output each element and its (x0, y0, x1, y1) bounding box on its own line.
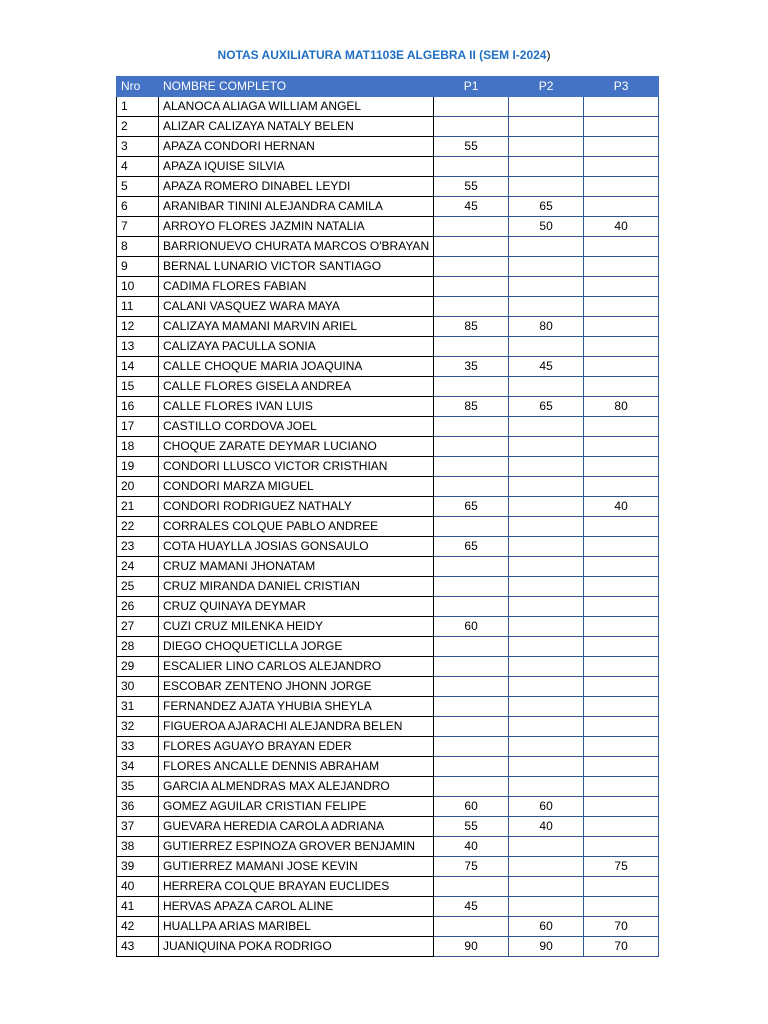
cell-p3 (584, 257, 659, 277)
grades-table (116, 76, 659, 957)
table-row (117, 217, 659, 237)
cell-p1: 65 (434, 537, 509, 557)
cell-p3 (584, 777, 659, 797)
cell-p3 (584, 897, 659, 917)
cell-nro: 43 (117, 937, 159, 957)
cell-p1 (434, 277, 509, 297)
cell-p1 (434, 157, 509, 177)
cell-nombre: BERNAL LUNARIO VICTOR SANTIAGO (159, 257, 434, 277)
header-p1: P1 (434, 77, 509, 97)
table-row (117, 717, 659, 737)
cell-nombre: DIEGO CHOQUETICLLA JORGE (159, 637, 434, 657)
cell-p3 (584, 437, 659, 457)
cell-p2 (509, 837, 584, 857)
cell-nombre: CHOQUE ZARATE DEYMAR LUCIANO (159, 437, 434, 457)
cell-p2 (509, 157, 584, 177)
cell-p1: 75 (434, 857, 509, 877)
cell-nro: 13 (117, 337, 159, 357)
table-row (117, 817, 659, 837)
cell-nombre: CORRALES COLQUE PABLO ANDREE (159, 517, 434, 537)
cell-nombre: GUEVARA HEREDIA CAROLA ADRIANA (159, 817, 434, 837)
cell-p2 (509, 257, 584, 277)
cell-nombre: CALIZAYA MAMANI MARVIN ARIEL (159, 317, 434, 337)
cell-p3: 80 (584, 397, 659, 417)
cell-nombre: ARROYO FLORES JAZMIN NATALIA (159, 217, 434, 237)
cell-p1 (434, 697, 509, 717)
cell-p2: 60 (509, 797, 584, 817)
cell-nro: 29 (117, 657, 159, 677)
table-row (117, 917, 659, 937)
header-p2: P2 (509, 77, 584, 97)
cell-nro: 32 (117, 717, 159, 737)
cell-p3 (584, 717, 659, 737)
header-p3: P3 (584, 77, 659, 97)
table-row (117, 297, 659, 317)
cell-nro: 8 (117, 237, 159, 257)
table-row (117, 837, 659, 857)
cell-nombre: ARANIBAR TININI ALEJANDRA CAMILA (159, 197, 434, 217)
cell-p3 (584, 337, 659, 357)
cell-p1: 60 (434, 797, 509, 817)
cell-nombre: ALIZAR CALIZAYA NATALY BELEN (159, 117, 434, 137)
cell-p1 (434, 337, 509, 357)
cell-nombre: CUZI CRUZ MILENKA HEIDY (159, 617, 434, 637)
cell-p3 (584, 357, 659, 377)
table-row (117, 737, 659, 757)
cell-nombre: CONDORI RODRIGUEZ NATHALY (159, 497, 434, 517)
cell-p3 (584, 757, 659, 777)
cell-nombre: APAZA IQUISE SILVIA (159, 157, 434, 177)
cell-p1 (434, 657, 509, 677)
cell-nro: 25 (117, 577, 159, 597)
title-text: NOTAS AUXILIATURA MAT1103E ALGEBRA II (SEM I-2024 (217, 48, 547, 62)
cell-nro: 42 (117, 917, 159, 937)
cell-nombre: ALANOCA ALIAGA WILLIAM ANGEL (159, 97, 434, 117)
cell-nombre: CALANI VASQUEZ WARA MAYA (159, 297, 434, 317)
cell-p3 (584, 697, 659, 717)
cell-nro: 2 (117, 117, 159, 137)
cell-p2: 65 (509, 397, 584, 417)
cell-p1 (434, 377, 509, 397)
table-row (117, 437, 659, 457)
cell-p3 (584, 117, 659, 137)
cell-nombre: HUALLPA ARIAS MARIBEL (159, 917, 434, 937)
header-nro: Nro (117, 77, 159, 97)
cell-p2 (509, 657, 584, 677)
cell-nombre: ESCALIER LINO CARLOS ALEJANDRO (159, 657, 434, 677)
cell-p2 (509, 537, 584, 557)
cell-p2: 80 (509, 317, 584, 337)
cell-p3 (584, 197, 659, 217)
title-close-paren: ) (546, 48, 551, 62)
cell-nro: 4 (117, 157, 159, 177)
cell-p1: 55 (434, 817, 509, 837)
cell-nombre: BARRIONUEVO CHURATA MARCOS O'BRAYAN (159, 237, 434, 257)
cell-p2 (509, 717, 584, 737)
cell-nombre: GUTIERREZ MAMANI JOSE KEVIN (159, 857, 434, 877)
document-title (0, 47, 768, 63)
cell-p2 (509, 477, 584, 497)
cell-p3 (584, 157, 659, 177)
cell-p1: 65 (434, 497, 509, 517)
cell-p2 (509, 437, 584, 457)
cell-nro: 3 (117, 137, 159, 157)
cell-p3: 70 (584, 937, 659, 957)
table-row (117, 257, 659, 277)
cell-p1 (434, 757, 509, 777)
table-row (117, 117, 659, 137)
cell-p1 (434, 477, 509, 497)
cell-p1 (434, 717, 509, 737)
cell-p3 (584, 597, 659, 617)
cell-nombre: CASTILLO CORDOVA JOEL (159, 417, 434, 437)
cell-p3 (584, 617, 659, 637)
cell-p1 (434, 237, 509, 257)
cell-nombre: CONDORI LLUSCO VICTOR CRISTHIAN (159, 457, 434, 477)
cell-p1: 45 (434, 897, 509, 917)
table-row (117, 517, 659, 537)
cell-p3 (584, 557, 659, 577)
cell-p2 (509, 377, 584, 397)
cell-p2 (509, 577, 584, 597)
cell-p2 (509, 337, 584, 357)
cell-p1 (434, 217, 509, 237)
cell-nombre: HERRERA COLQUE BRAYAN EUCLIDES (159, 877, 434, 897)
cell-nombre: CALLE FLORES IVAN LUIS (159, 397, 434, 417)
table-row (117, 797, 659, 817)
cell-p2 (509, 897, 584, 917)
table-row (117, 237, 659, 257)
cell-nombre: APAZA CONDORI HERNAN (159, 137, 434, 157)
cell-nro: 38 (117, 837, 159, 857)
cell-nombre: GOMEZ AGUILAR CRISTIAN FELIPE (159, 797, 434, 817)
header-nombre: NOMBRE COMPLETO (159, 77, 434, 97)
cell-p3 (584, 97, 659, 117)
cell-nro: 16 (117, 397, 159, 417)
cell-p3 (584, 837, 659, 857)
cell-p3 (584, 637, 659, 657)
cell-nombre: ESCOBAR ZENTENO JHONN JORGE (159, 677, 434, 697)
cell-p3 (584, 517, 659, 537)
cell-nro: 7 (117, 217, 159, 237)
cell-nro: 1 (117, 97, 159, 117)
cell-p1 (434, 417, 509, 437)
cell-p1 (434, 257, 509, 277)
cell-p1 (434, 577, 509, 597)
cell-p3 (584, 137, 659, 157)
table-row (117, 177, 659, 197)
table-row (117, 417, 659, 437)
table-row (117, 277, 659, 297)
cell-p3 (584, 177, 659, 197)
cell-p3 (584, 377, 659, 397)
cell-nro: 18 (117, 437, 159, 457)
cell-p3 (584, 737, 659, 757)
cell-nombre: CRUZ MIRANDA DANIEL CRISTIAN (159, 577, 434, 597)
cell-p1 (434, 637, 509, 657)
table-header-row (117, 77, 659, 97)
cell-p1: 60 (434, 617, 509, 637)
table-row (117, 537, 659, 557)
cell-nombre: GUTIERREZ ESPINOZA GROVER BENJAMIN (159, 837, 434, 857)
cell-nro: 27 (117, 617, 159, 637)
cell-nombre: CADIMA FLORES FABIAN (159, 277, 434, 297)
cell-p2 (509, 457, 584, 477)
cell-p3: 70 (584, 917, 659, 937)
cell-nro: 34 (117, 757, 159, 777)
cell-nombre: FERNANDEZ AJATA YHUBIA SHEYLA (159, 697, 434, 717)
cell-p1: 55 (434, 137, 509, 157)
cell-nro: 6 (117, 197, 159, 217)
cell-p1 (434, 777, 509, 797)
cell-nro: 9 (117, 257, 159, 277)
table-row (117, 557, 659, 577)
cell-p1: 40 (434, 837, 509, 857)
cell-nro: 30 (117, 677, 159, 697)
table-row (117, 477, 659, 497)
cell-p2 (509, 877, 584, 897)
table-row (117, 97, 659, 117)
cell-p3 (584, 417, 659, 437)
cell-p3 (584, 797, 659, 817)
cell-nro: 10 (117, 277, 159, 297)
cell-nro: 12 (117, 317, 159, 337)
cell-p2 (509, 277, 584, 297)
cell-p1 (434, 297, 509, 317)
cell-p2 (509, 417, 584, 437)
table-row (117, 677, 659, 697)
cell-p3: 75 (584, 857, 659, 877)
cell-p3 (584, 297, 659, 317)
cell-nombre: COTA HUAYLLA JOSIAS GONSAULO (159, 537, 434, 557)
cell-p3 (584, 457, 659, 477)
cell-nombre: HERVAS APAZA CAROL ALINE (159, 897, 434, 917)
table-row (117, 637, 659, 657)
cell-p2: 90 (509, 937, 584, 957)
cell-nro: 41 (117, 897, 159, 917)
cell-nombre: JUANIQUINA POKA RODRIGO (159, 937, 434, 957)
table-row (117, 657, 659, 677)
cell-nro: 14 (117, 357, 159, 377)
cell-nombre: GARCIA ALMENDRAS MAX ALEJANDRO (159, 777, 434, 797)
cell-p2 (509, 737, 584, 757)
cell-p2: 40 (509, 817, 584, 837)
cell-p3 (584, 877, 659, 897)
cell-nombre: CRUZ MAMANI JHONATAM (159, 557, 434, 577)
cell-nro: 20 (117, 477, 159, 497)
cell-p2: 60 (509, 917, 584, 937)
cell-nombre: FLORES AGUAYO BRAYAN EDER (159, 737, 434, 757)
cell-nro: 21 (117, 497, 159, 517)
cell-nombre: FLORES ANCALLE DENNIS ABRAHAM (159, 757, 434, 777)
cell-p2 (509, 777, 584, 797)
cell-p2 (509, 857, 584, 877)
table-row (117, 577, 659, 597)
cell-p3 (584, 677, 659, 697)
cell-p3 (584, 277, 659, 297)
cell-p2 (509, 557, 584, 577)
cell-p2 (509, 237, 584, 257)
cell-p1 (434, 437, 509, 457)
cell-p2 (509, 617, 584, 637)
cell-nro: 40 (117, 877, 159, 897)
cell-p1 (434, 677, 509, 697)
cell-p2 (509, 757, 584, 777)
cell-nro: 26 (117, 597, 159, 617)
cell-p1: 90 (434, 937, 509, 957)
cell-p3 (584, 237, 659, 257)
cell-p2 (509, 637, 584, 657)
table-row (117, 937, 659, 957)
cell-p1: 35 (434, 357, 509, 377)
cell-nro: 17 (117, 417, 159, 437)
table-row (117, 897, 659, 917)
cell-p1 (434, 557, 509, 577)
table-row (117, 757, 659, 777)
table-row (117, 597, 659, 617)
cell-p1 (434, 457, 509, 477)
cell-p2 (509, 497, 584, 517)
cell-p2 (509, 137, 584, 157)
cell-p1 (434, 517, 509, 537)
cell-p1 (434, 117, 509, 137)
cell-p2 (509, 117, 584, 137)
cell-nro: 19 (117, 457, 159, 477)
cell-p3 (584, 657, 659, 677)
table-row (117, 877, 659, 897)
cell-nombre: CRUZ QUINAYA DEYMAR (159, 597, 434, 617)
table-row (117, 777, 659, 797)
cell-nombre: CALLE CHOQUE MARIA JOAQUINA (159, 357, 434, 377)
cell-p3: 40 (584, 497, 659, 517)
table-row (117, 617, 659, 637)
cell-nombre: CALIZAYA PACULLA SONIA (159, 337, 434, 357)
cell-nro: 23 (117, 537, 159, 557)
cell-p1: 55 (434, 177, 509, 197)
cell-nro: 24 (117, 557, 159, 577)
cell-p2 (509, 697, 584, 717)
table-row (117, 857, 659, 877)
cell-p1: 85 (434, 317, 509, 337)
cell-p1 (434, 97, 509, 117)
cell-nombre: CONDORI MARZA MIGUEL (159, 477, 434, 497)
table-row (117, 457, 659, 477)
cell-nombre: CALLE FLORES GISELA ANDREA (159, 377, 434, 397)
table-row (117, 397, 659, 417)
cell-nro: 22 (117, 517, 159, 537)
cell-p3 (584, 537, 659, 557)
cell-p2: 65 (509, 197, 584, 217)
cell-nombre: FIGUEROA AJARACHI ALEJANDRA BELEN (159, 717, 434, 737)
cell-p3 (584, 577, 659, 597)
table-body (117, 97, 659, 957)
table-row (117, 357, 659, 377)
cell-p1: 45 (434, 197, 509, 217)
cell-nro: 5 (117, 177, 159, 197)
cell-nombre: APAZA ROMERO DINABEL LEYDI (159, 177, 434, 197)
cell-nro: 33 (117, 737, 159, 757)
cell-p3 (584, 817, 659, 837)
table-row (117, 697, 659, 717)
cell-p3 (584, 317, 659, 337)
cell-p1: 85 (434, 397, 509, 417)
cell-p1 (434, 917, 509, 937)
table-row (117, 337, 659, 357)
table-row (117, 137, 659, 157)
table-row (117, 317, 659, 337)
cell-p3 (584, 477, 659, 497)
table-row (117, 377, 659, 397)
cell-nro: 35 (117, 777, 159, 797)
table-row (117, 497, 659, 517)
cell-p2 (509, 677, 584, 697)
cell-p2 (509, 177, 584, 197)
cell-nro: 11 (117, 297, 159, 317)
cell-nro: 31 (117, 697, 159, 717)
cell-p1 (434, 877, 509, 897)
cell-p2 (509, 517, 584, 537)
cell-p2 (509, 297, 584, 317)
cell-p2 (509, 597, 584, 617)
table-row (117, 157, 659, 177)
cell-nro: 28 (117, 637, 159, 657)
cell-p2: 45 (509, 357, 584, 377)
cell-nro: 15 (117, 377, 159, 397)
cell-p3: 40 (584, 217, 659, 237)
cell-nro: 36 (117, 797, 159, 817)
cell-p2: 50 (509, 217, 584, 237)
cell-p2 (509, 97, 584, 117)
cell-nro: 37 (117, 817, 159, 837)
cell-nro: 39 (117, 857, 159, 877)
cell-p1 (434, 737, 509, 757)
table-row (117, 197, 659, 217)
cell-p1 (434, 597, 509, 617)
